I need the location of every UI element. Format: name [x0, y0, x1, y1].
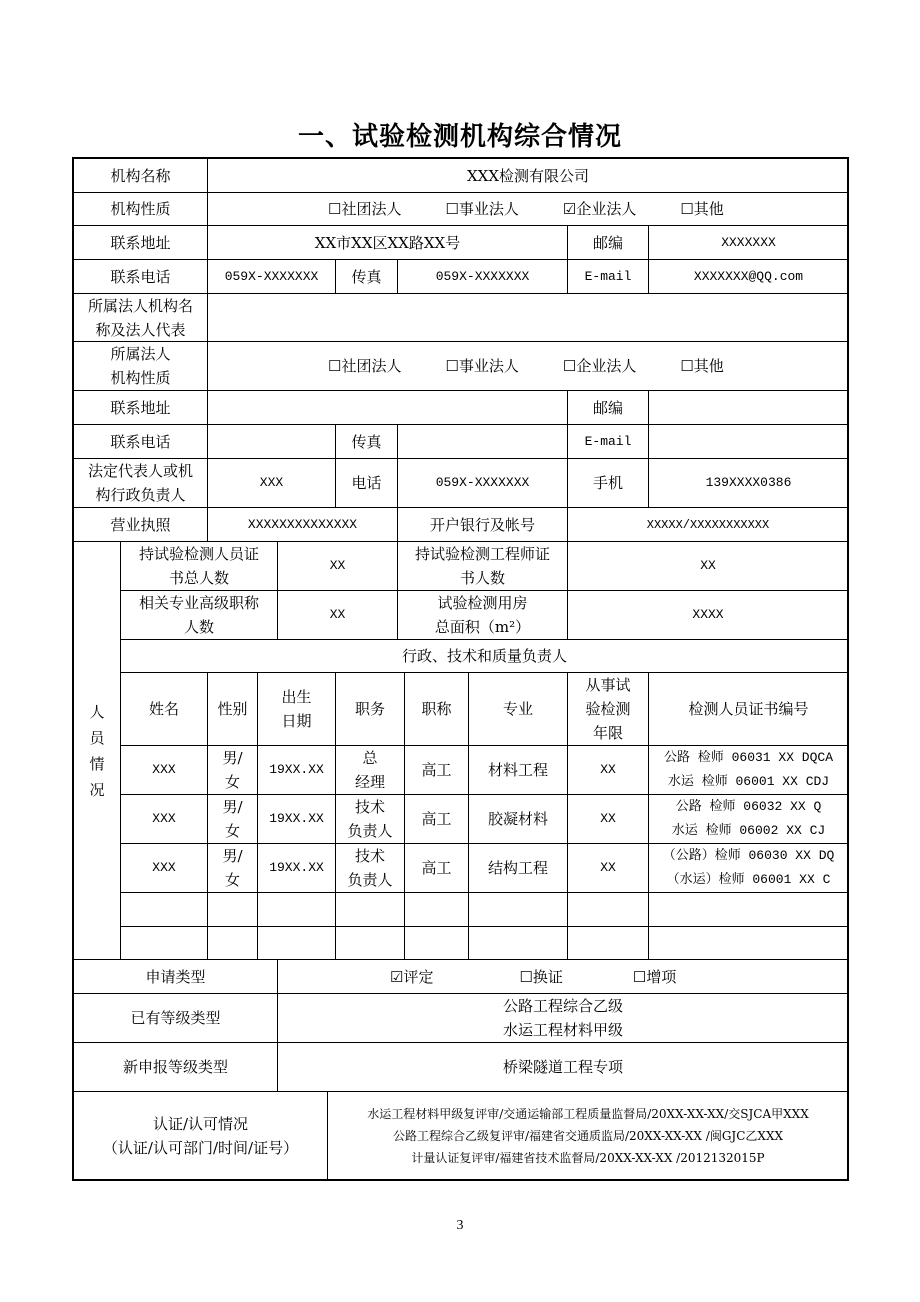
org-postcode-label: 邮编 — [568, 226, 649, 260]
option-evaluate[interactable]: ☑评定 — [390, 967, 434, 986]
row-years: XX — [568, 844, 649, 893]
page-title: 一、试验检测机构综合情况 — [297, 122, 622, 152]
parent-name-label: 所属法人机构名 称及法人代表 — [74, 294, 208, 342]
rep-name-value: XXX — [208, 459, 336, 508]
parent-email-label: E-mail — [568, 425, 649, 459]
accreditation-lines: 水运工程材料甲级复评审/交通运输部工程质量监督局/20XX-XX-XX/交SJCA甲XXX 公路工程综合乙级复评审/福建省交通质监局/20XX-XX-XX /闽GJC乙XXX 计量认证复评审/福建省技术监督局/20XX-XX-XX /2012132015P — [328, 1092, 849, 1181]
option-add-item[interactable]: ☐增项 — [632, 967, 677, 986]
eng-cert-value: XX — [568, 542, 849, 591]
parent-fax-value[interactable] — [398, 425, 568, 459]
row-cert-no: 公路 检师 06031 XX DQCA 水运 检师 06001 XX CDJ — [649, 746, 849, 795]
option-renew[interactable]: ☐换证 — [519, 967, 563, 986]
empty-cell[interactable] — [208, 927, 258, 960]
org-nature-options — [208, 193, 849, 226]
org-name-value: XXX检测有限公司 — [208, 159, 849, 193]
apply-type-label: 申请类型 — [74, 960, 278, 994]
row-years: XX — [568, 795, 649, 844]
org-nature-label: 机构性质 — [74, 193, 208, 226]
parent-phone-label: 联系电话 — [74, 425, 208, 459]
row-title: 高工 — [405, 795, 469, 844]
apply-type-options — [278, 960, 849, 994]
license-label: 营业执照 — [74, 508, 208, 542]
bank-value: XXXXX/XXXXXXXXXXX — [568, 508, 849, 542]
parent-nature-options — [208, 342, 849, 391]
empty-cell[interactable] — [336, 927, 405, 960]
parent-address-label: 联系地址 — [74, 391, 208, 425]
empty-cell[interactable] — [258, 893, 336, 927]
empty-cell[interactable] — [469, 893, 568, 927]
row-major: 材料工程 — [469, 746, 568, 795]
empty-cell[interactable] — [258, 927, 336, 960]
parent-address-value[interactable] — [208, 391, 568, 425]
parent-fax-label: 传真 — [336, 425, 398, 459]
header-title: 职称 — [405, 673, 469, 746]
new-grade-value: 桥梁隧道工程专项 — [278, 1043, 849, 1092]
org-email-value: XXXXXXX@QQ.com — [649, 260, 849, 294]
parent-postcode-label: 邮编 — [568, 391, 649, 425]
page-number: 3 — [456, 1218, 464, 1233]
cert-total-label: 持试验检测人员证 书总人数 — [121, 542, 278, 591]
row-birth: 19XX.XX — [258, 795, 336, 844]
empty-cell[interactable] — [405, 893, 469, 927]
org-phone-label: 联系电话 — [74, 260, 208, 294]
room-area-value: XXXX — [568, 591, 849, 640]
option-social[interactable]: ☐社团法人 — [328, 200, 402, 218]
org-postcode-value: XXXXXXX — [649, 226, 849, 260]
header-name: 姓名 — [121, 673, 208, 746]
table-row: XXX — [121, 746, 208, 795]
personnel-side-label: 人 员 情 况 — [74, 542, 121, 960]
accreditation-label: 认证/认可情况 （认证/认可部门/时间/证号） — [74, 1092, 328, 1181]
empty-cell[interactable] — [208, 893, 258, 927]
license-value: XXXXXXXXXXXXXX — [208, 508, 398, 542]
table-row: XXX — [121, 844, 208, 893]
senior-label: 相关专业高级职称 人数 — [121, 591, 278, 640]
parent-postcode-value[interactable] — [649, 391, 849, 425]
row-birth: 19XX.XX — [258, 844, 336, 893]
row-title: 高工 — [405, 844, 469, 893]
managers-heading: 行政、技术和质量负责人 — [121, 640, 849, 673]
org-fax-label: 传真 — [336, 260, 398, 294]
row-position: 总 经理 — [336, 746, 405, 795]
existing-grade-values: 公路工程综合乙级 水运工程材料甲级 — [278, 994, 849, 1043]
parent-name-value[interactable] — [208, 294, 849, 342]
eng-cert-label: 持试验检测工程师证 书人数 — [398, 542, 568, 591]
parent-option-public[interactable]: ☐事业法人 — [445, 357, 519, 375]
org-name-label: 机构名称 — [74, 159, 208, 193]
option-public[interactable]: ☐事业法人 — [445, 200, 519, 218]
header-cert-no: 检测人员证书编号 — [649, 673, 849, 746]
row-major: 结构工程 — [469, 844, 568, 893]
parent-nature-label: 所属法人 机构性质 — [74, 342, 208, 391]
row-title: 高工 — [405, 746, 469, 795]
empty-cell[interactable] — [469, 927, 568, 960]
option-enterprise[interactable]: ☑企业法人 — [562, 200, 637, 218]
row-cert-no: 公路 检师 06032 XX Q 水运 检师 06002 XX CJ — [649, 795, 849, 844]
rep-label: 法定代表人或机 构行政负责人 — [74, 459, 208, 508]
org-address-value: XX市XX区XX路XX号 — [208, 226, 568, 260]
row-position: 技术 负责人 — [336, 844, 405, 893]
new-grade-label: 新申报等级类型 — [74, 1043, 278, 1092]
empty-cell[interactable] — [649, 893, 849, 927]
empty-cell[interactable] — [121, 927, 208, 960]
header-birth: 出生 日期 — [258, 673, 336, 746]
existing-grade-label: 已有等级类型 — [74, 994, 278, 1043]
option-other[interactable]: ☐其他 — [680, 200, 724, 218]
parent-email-value[interactable] — [649, 425, 849, 459]
rep-phone-label: 电话 — [336, 459, 398, 508]
empty-cell[interactable] — [405, 927, 469, 960]
header-gender: 性别 — [208, 673, 258, 746]
org-phone-value: 059X-XXXXXXX — [208, 260, 336, 294]
senior-value: XX — [278, 591, 398, 640]
row-cert-no: （公路）检师 06030 XX DQ （水运）检师 06001 XX C — [649, 844, 849, 893]
org-fax-value: 059X-XXXXXXX — [398, 260, 568, 294]
row-birth: 19XX.XX — [258, 746, 336, 795]
empty-cell[interactable] — [121, 893, 208, 927]
table-row: XXX — [121, 795, 208, 844]
row-gender: 男/ 女 — [208, 795, 258, 844]
row-position: 技术 负责人 — [336, 795, 405, 844]
rep-mobile-label: 手机 — [568, 459, 649, 508]
parent-option-other[interactable]: ☐其他 — [680, 357, 724, 375]
row-gender: 男/ 女 — [208, 746, 258, 795]
empty-cell[interactable] — [336, 893, 405, 927]
row-gender: 男/ 女 — [208, 844, 258, 893]
empty-cell[interactable] — [568, 927, 649, 960]
header-major: 专业 — [469, 673, 568, 746]
row-major: 胶凝材料 — [469, 795, 568, 844]
header-years: 从事试 验检测 年限 — [568, 673, 649, 746]
parent-option-enterprise[interactable]: ☐企业法人 — [562, 357, 637, 375]
cert-total-value: XX — [278, 542, 398, 591]
rep-mobile-value: 139XXXX0386 — [649, 459, 849, 508]
parent-phone-value[interactable] — [208, 425, 336, 459]
empty-cell[interactable] — [649, 927, 849, 960]
org-address-label: 联系地址 — [74, 226, 208, 260]
org-email-label: E-mail — [568, 260, 649, 294]
row-years: XX — [568, 746, 649, 795]
rep-phone-value: 059X-XXXXXXX — [398, 459, 568, 508]
header-position: 职务 — [336, 673, 405, 746]
parent-option-social[interactable]: ☐社团法人 — [328, 357, 402, 375]
room-area-label: 试验检测用房 总面积（m²） — [398, 591, 568, 640]
empty-cell[interactable] — [568, 893, 649, 927]
bank-label: 开户银行及帐号 — [398, 508, 568, 542]
